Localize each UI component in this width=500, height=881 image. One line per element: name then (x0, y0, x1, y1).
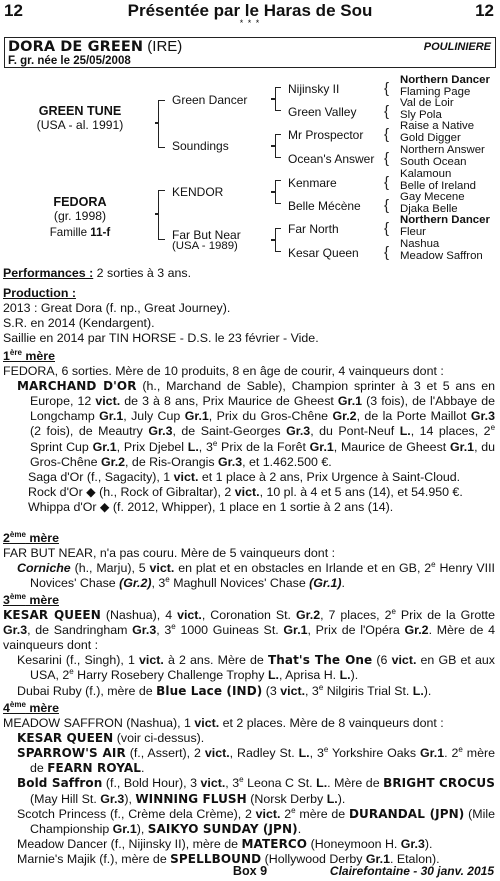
list-item-scotch-princess: Scotch Princess (f., Crème dela Crème), 2 vict. 2e mère de DURANDAL (JPN) (Mile Championship Gr.1), SAIKYO SUNDAY (JPN). (17, 805, 495, 836)
horse-status: POULINIERE (423, 41, 491, 53)
performances-label: Performances : (3, 266, 94, 280)
pedigree-g3-8: Kesar Queen (288, 246, 359, 260)
first-dam-intro: FEDORA, 6 sorties. Mère de 10 produits, 8 en âge de courir, 4 vainqueurs dont : (3, 364, 444, 379)
first-dam-label: 1ère mère (3, 347, 55, 363)
third-dam-section (3, 593, 495, 699)
header-stars: * * * (239, 18, 261, 28)
pedigree-g4-pair-6: Gay Mecene Djaka Belle (400, 191, 465, 215)
pedigree-g4-pair-3: Raise a Native Gold Digger (400, 120, 475, 144)
dam-info: (gr. 1998) (53, 209, 107, 223)
pedigree-g2-3: KENDOR (172, 185, 224, 199)
second-dam-intro: FAR BUT NEAR, n'a pas couru. Mère de 5 vainqueurs dont : (3, 546, 336, 561)
sire-name: GREEN TUNE (38, 104, 122, 118)
horse-origin: (IRE) (147, 38, 183, 55)
pedigree-g2-1: Green Dancer (172, 93, 248, 107)
production-line: Saillie en 2014 par TIN HORSE - D.S. le 23 février - Vide. (3, 331, 319, 346)
pedigree-g4-pair-1: Northern Dancer Flaming Page (400, 74, 490, 98)
pedigree-g3-5: Kenmare (288, 176, 337, 190)
list-item-rock: Rock d'Or ◆ (h., Rock of Gibraltar), 2 vict., 10 pl. à 4 et 5 ans (14), et 54.950 €. (28, 484, 463, 499)
list-item-dubai-ruby: Dubai Ruby (f.), mère de Blue Lace (IND) (3 vict., 3e Nilgiris Trial St. L.). (17, 682, 432, 698)
list-item-marchand: MARCHAND D'OR (h., Marchand de Sable), Champion sprinter à 3 et 5 ans en Europe, 12 vict. de 3 à 8 ans, Prix Maurice de Gheest Gr.1 (3 fois), de l'Abbaye de Longchamp Gr.1, July Cup Gr.1, Prix du Gros-Chêne Gr.2, de la Porte Maillot Gr.3 (2 fois), de Meautry Gr.3, de Saint-Georges Gr.3, du Pont-Neuf L., 14 places, 2e Sprint Cup Gr.1, Prix Djebel L., 3e Prix de la Forêt Gr.1, Maurice de Gheest Gr.1, du Gros-Chêne Gr.2, de Ris-Orangis Gr.3, et 1.462.500 €. (17, 379, 496, 469)
pedigree-g3-7: Far North (288, 222, 339, 236)
page-footer (0, 864, 500, 880)
dam-family: Famille 11-f (49, 226, 111, 239)
list-item-marnies-majik: Marnie's Majik (f.), mère de SPELLBOUND (Hollywood Derby Gr.1. Etalon). (17, 851, 440, 866)
production-section (3, 286, 495, 346)
production-line: 2013 : Great Dora (f. np., Great Journey). (3, 301, 231, 316)
pedigree-g4-pair-2: Val de Loir Sly Pola (400, 97, 454, 121)
production-label: Production : (3, 286, 76, 300)
list-item-whippa: Whippa d'Or ◆ (f. 2012, Whipper), 1 place en 1 sortie à 2 ans (14). (28, 499, 394, 514)
list-item-meadow-dancer: Meadow Dancer (f., Nijinsky II), mère de MATERCO (Honeymoon H. Gr.3). (17, 836, 433, 851)
footer-box-number: Box 9 (232, 864, 268, 878)
pedigree-g4-pair-4: Northern Answer South Ocean (400, 144, 485, 168)
pedigree-g2-2: Soundings (172, 139, 229, 153)
pedigree-g3-4: Ocean's Answer (288, 152, 375, 166)
horse-description: F. gr. née le 25/05/2008 (8, 55, 131, 67)
pedigree-sire (10, 104, 150, 132)
fourth-dam-intro: MEADOW SAFFRON (Nashua), 1 vict. et 2 places. Mère de 8 vainqueurs dont : (3, 716, 444, 731)
pedigree-g4-pair-5: Kalamoun Belle of Ireland (400, 168, 476, 192)
footer-place-date: Clairefontaine - 30 janv. 2015 (329, 864, 494, 878)
pedigree-g3-6: Belle Mécène (288, 199, 361, 213)
page-title: Présentée par le Haras de Sou (127, 1, 373, 20)
performances-section (3, 266, 495, 281)
pedigree-g4-pair-7: Northern Dancer Fleur (400, 214, 490, 238)
pedigree-g3-3: Mr Prospector (288, 128, 364, 142)
lot-number-left: 12 (4, 1, 23, 20)
pedigree-chart: GREEN TUNE (USA - al. 1991) FEDORA (gr. 1998) Famille 11-f Green Dancer Soundings KENDOR Far But Near (USA - 1989) Nijinsky II Green Valley Mr Prospector Ocean's Answer Kenmare Belle Mécène Far North Kesar Queen { { { { { { { { Northern Dancer Flaming Page Val de Loir Sly Pola Raise a Native Gold Digger Northern Answer South Ocean Kalamoun Belle of Ireland Gay Mecene Djaka Belle Northern Dancer Fleur Nashua Meadow Saffron (0, 72, 500, 268)
fourth-dam-section (3, 701, 495, 867)
sire-info: (USA - al. 1991) (36, 118, 124, 132)
page-header (0, 0, 500, 28)
dam-name: FEDORA (53, 195, 107, 209)
fourth-dam-label: 4ème mère (3, 699, 59, 715)
horse-name: DORA DE GREEN (8, 39, 144, 55)
pedigree-g2-4-info: (USA - 1989) (172, 240, 238, 252)
bracket-dam (158, 190, 165, 240)
third-dam-intro: KESAR QUEEN (Nashua), 4 vict., Coronation St. Gr.2, 7 places, 2e Prix de la Grotte Gr.3, de Sandringham Gr.3, 3e 1000 Guineas St. Gr.1, Prix de l'Opéra Gr.2. Mère de 4 vainqueurs dont : (3, 606, 496, 653)
production-line: S.R. en 2014 (Kendargent). (3, 316, 155, 331)
list-item-bold-saffron: Bold Saffron (f., Bold Hour), 3 vict., 3e Leona C St. L.. Mère de BRIGHT CROCUS (May Hill St. Gr.3), WINNING FLUSH (Norsk Derby L.). (17, 775, 495, 806)
second-dam-section (3, 531, 495, 591)
horse-name-box (4, 37, 496, 68)
first-dam-section (3, 349, 495, 515)
list-item-kesarini: Kesarini (f., Singh), 1 vict. à 2 ans. Mère de That's The One (6 vict. en GB et aux USA, 2e Harry Rosebery Challenge Trophy L., Aprisa H. L.). (17, 653, 496, 683)
pedigree-g3-2: Green Valley (288, 105, 357, 119)
pedigree-g4-pair-8: Nashua Meadow Saffron (400, 238, 483, 262)
pedigree-g3-1: Nijinsky II (288, 82, 340, 96)
list-item-saga: Saga d'Or (f., Sagacity), 1 vict. et 1 place à 2 ans, Prix Urgence à Saint-Cloud. (28, 469, 461, 484)
pedigree-g2-4: Far But Near (172, 228, 241, 242)
list-item-kesar-queen: KESAR QUEEN (voir ci-dessus). (17, 731, 205, 746)
list-item-sparrows-air: SPARROW'S AIR (f., Assert), 2 vict., Radley St. L., 3e Yorkshire Oaks Gr.1. 2e mère de FEARN ROYAL. (17, 745, 495, 776)
pedigree-dam (10, 195, 150, 239)
performances-text: 2 sorties à 3 ans. (93, 266, 192, 280)
bracket-sire (158, 100, 165, 148)
second-dam-label: 2ème mère (3, 529, 59, 545)
list-item-corniche: Corniche (h., Marju), 5 vict. en plat et en obstacles en Irlande et en GB, 2e Henry VIII Novices' Chase (Gr.2), 3e Maghull Novices' Chase (Gr.1). (17, 560, 495, 591)
lot-number-right: 12 (475, 1, 494, 20)
third-dam-label: 3ème mère (3, 591, 59, 607)
